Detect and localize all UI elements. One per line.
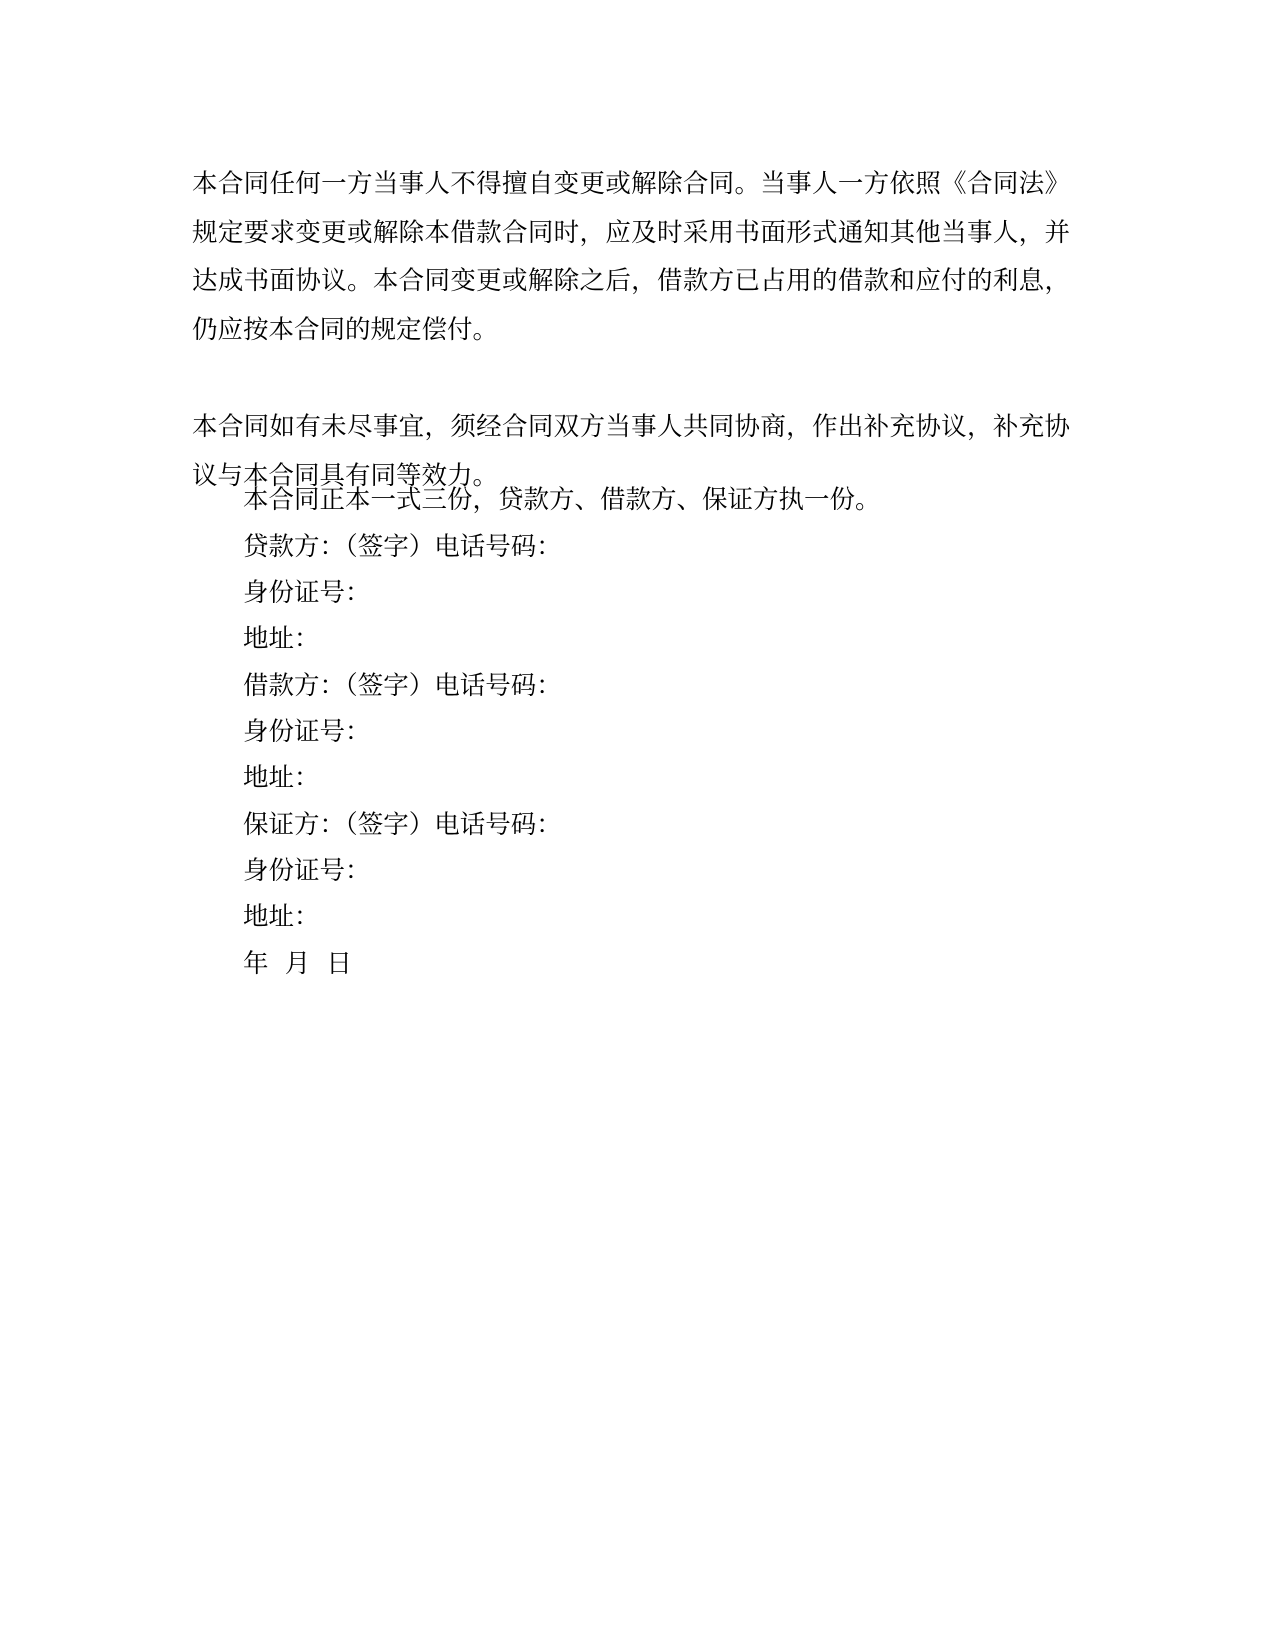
borrower-id-label: 身份证号： (243, 717, 371, 747)
borrower-signature-line: 借款方：（签字）电话号码： (243, 671, 562, 701)
copies-line: 本合同正本一式三份，贷款方、借款方、保证方执一份。 (243, 485, 881, 515)
guarantor-address-label: 地址： (243, 902, 320, 932)
modification-clause-paragraph: 本合同任何一方当事人不得擅自变更或解除合同。当事人一方依照《合同法》规定要求变更或解除本借款合同时，应及时采用书面形式通知其他当事人，并达成书面协议。本合同变更或解除之后，借款方已占用的借款和应付的利息，仍应按本合同的规定偿付。 (192, 169, 1070, 345)
borrower-address-label: 地址： (243, 763, 320, 793)
date-line: 年 月 日 (243, 949, 352, 979)
guarantor-id-label: 身份证号： (243, 856, 371, 886)
lender-id-label: 身份证号： (243, 578, 371, 608)
supplementary-clause-paragraph: 本合同如有未尽事宜，须经合同双方当事人共同协商，作出补充协议，补充协议与本合同具有同等效力。 (192, 412, 1070, 491)
guarantor-signature-line: 保证方：（签字）电话号码： (243, 810, 562, 840)
lender-address-label: 地址： (243, 624, 320, 654)
lender-signature-line: 贷款方：（签字）电话号码： (243, 532, 562, 562)
